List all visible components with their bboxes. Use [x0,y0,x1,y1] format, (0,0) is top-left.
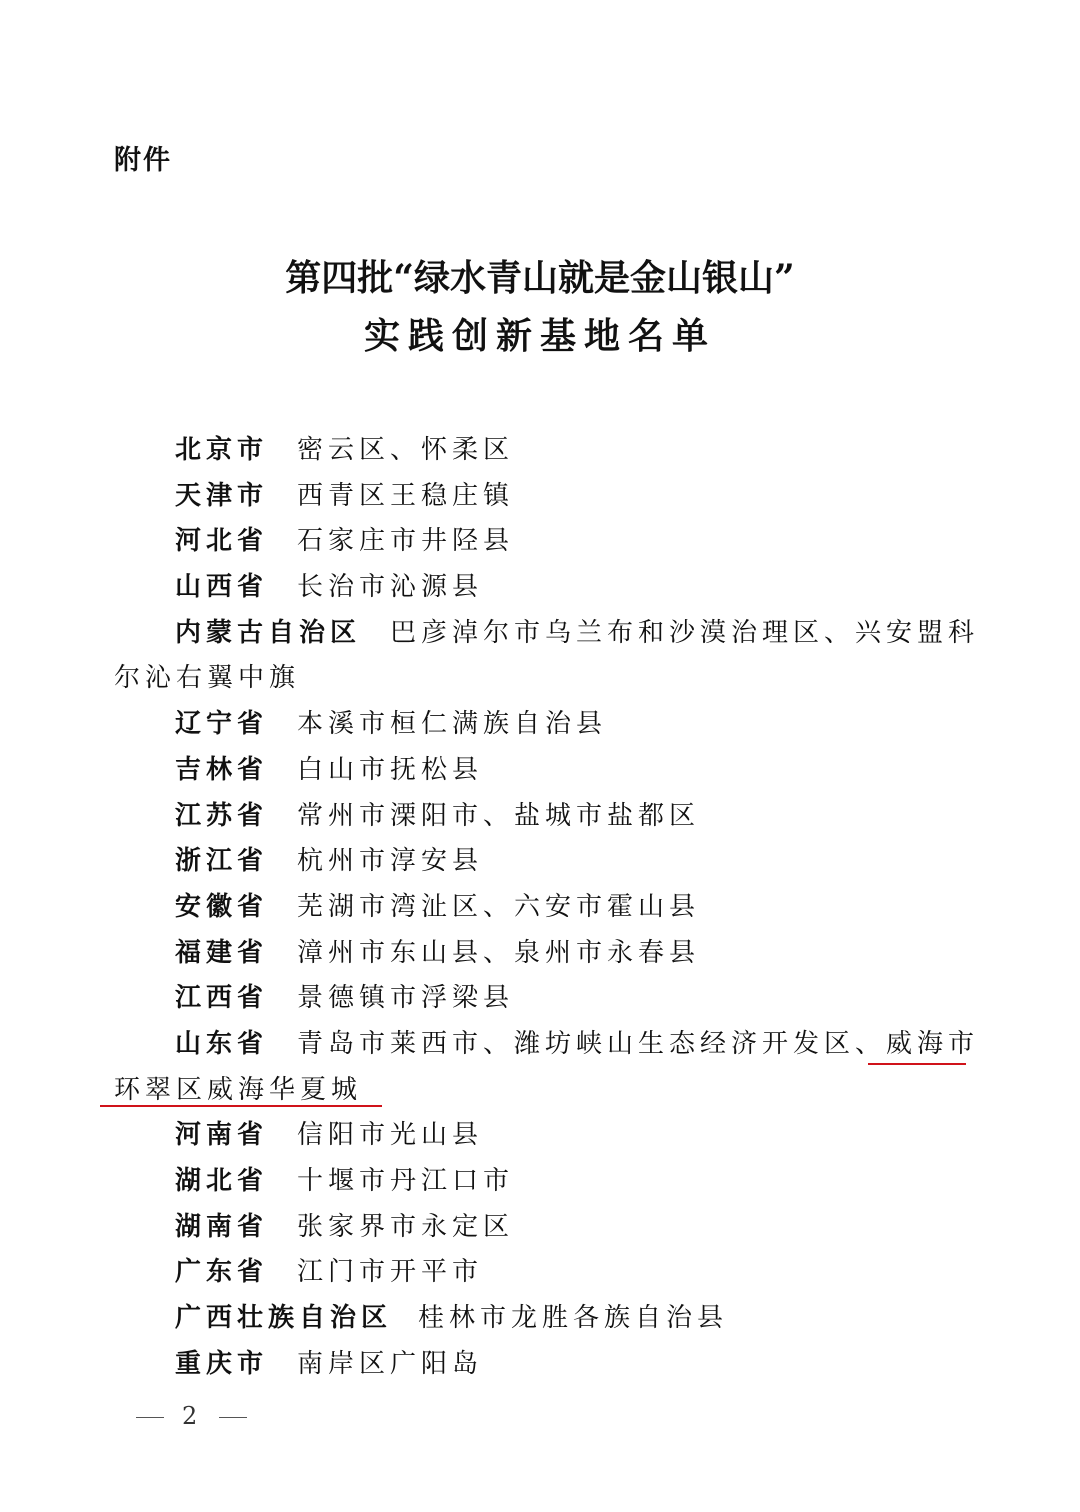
site-names: 江门市开平市 [297,1257,484,1288]
page-number-dash [219,1417,247,1418]
site-names: 漳州市东山县、泉州市永春县 [297,937,701,968]
site-names: 张家界市永定区 [297,1211,515,1242]
province-name: 河北省 [175,526,269,557]
site-names: 杭州市淳安县 [297,846,484,877]
site-names: 西青区王稳庄镇 [297,480,515,511]
list-item [0,702,1080,748]
attachment-label: 附件 [114,145,172,176]
page-number-value: 2 [182,1402,202,1430]
list-item [0,1296,1080,1342]
page-number-dash [136,1417,164,1418]
province-name: 安徽省 [175,891,269,922]
province-name: 山西省 [175,572,269,603]
highlight-underline [100,1105,382,1107]
province-name: 湖南省 [175,1211,269,1242]
site-names: 常州市溧阳市、盐城市盐都区 [297,800,701,831]
list-item [0,1113,1080,1159]
site-names: 密云区、怀柔区 [297,435,515,465]
list-item [0,611,1080,702]
site-names: 景德镇市浮梁县 [297,983,515,1014]
list-item [0,839,1080,885]
province-name: 内蒙古自治区 [175,617,362,648]
list-item [0,474,1080,520]
site-names: 巴彦淖尔市乌兰布和沙漠治理区、兴安盟科 [390,617,980,648]
list-item [0,1342,1080,1388]
site-names: 长治市沁源县 [297,572,484,603]
site-names: 青岛市莱西市、潍坊峡山生态经济开发区、威海市 [297,1028,980,1059]
province-name: 江苏省 [175,800,269,831]
province-name: 吉林省 [175,754,269,785]
province-name: 江西省 [175,983,269,1014]
site-names-continued: 尔沁右翼中旗 [114,663,301,694]
list-item [0,519,1080,565]
base-list [0,428,1080,1387]
list-item [0,748,1080,794]
province-name: 重庆市 [175,1348,269,1379]
document-title-line1: 第四批“绿水青山就是金山银山” [285,257,795,299]
province-name: 辽宁省 [175,709,269,740]
province-name: 福建省 [175,937,269,968]
province-name: 河南省 [175,1120,269,1151]
site-names: 南岸区广阳岛 [297,1348,484,1379]
list-item [0,1159,1080,1205]
site-names: 十堰市丹江口市 [297,1166,515,1197]
province-name: 广东省 [175,1257,269,1288]
province-name: 山东省 [175,1028,269,1059]
page-number [118,1402,265,1430]
list-item [0,794,1080,840]
site-names: 本溪市桓仁满族自治县 [297,709,608,740]
province-name: 湖北省 [175,1166,269,1197]
site-names: 白山市抚松县 [297,754,484,785]
list-item [0,931,1080,977]
list-item [0,1250,1080,1296]
list-item [0,1022,1080,1113]
site-names: 信阳市光山县 [297,1120,484,1151]
site-names: 桂林市龙胜各族自治县 [418,1303,729,1334]
site-names-continued: 环翠区威海华夏城 [114,1074,363,1105]
list-item [0,428,1080,474]
province-name: 广西壮族自治区 [175,1303,393,1334]
province-name: 北京市 [175,435,269,465]
list-item [0,565,1080,611]
site-names: 石家庄市井陉县 [297,526,515,557]
highlight-underline [868,1063,966,1065]
list-item [0,976,1080,1022]
list-item [0,885,1080,931]
document-title-line2: 实践创新基地名单 [363,315,716,357]
site-names: 芜湖市湾沚区、六安市霍山县 [297,891,701,922]
province-name: 天津市 [175,480,269,511]
list-item [0,1205,1080,1251]
province-name: 浙江省 [175,846,269,877]
